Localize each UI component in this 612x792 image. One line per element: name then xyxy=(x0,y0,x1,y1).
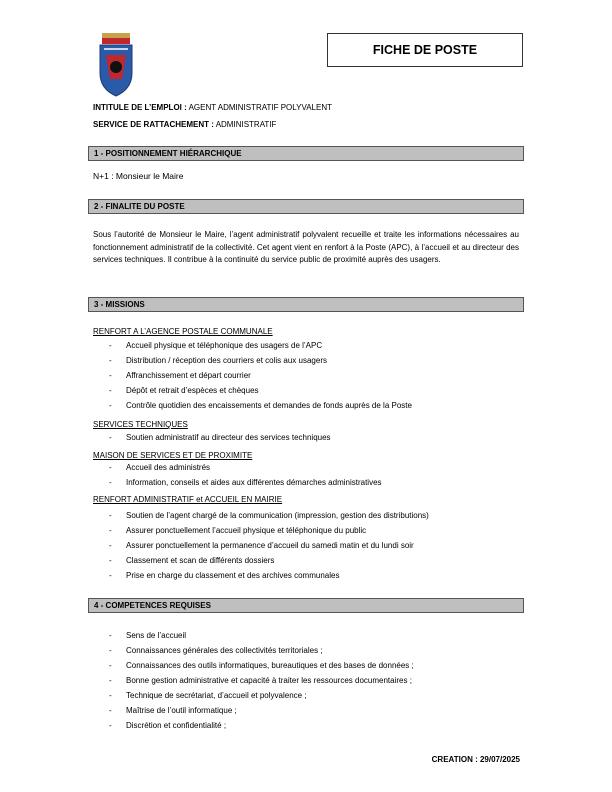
list-item: - Accueil physique et téléphonique des usagers de l’APC xyxy=(93,338,412,353)
bullet-dash: - xyxy=(109,478,112,487)
bullet-dash: - xyxy=(109,571,112,580)
list-item: - Maîtrise de l’outil informatique ; xyxy=(93,703,414,718)
bullet-dash: - xyxy=(109,371,112,380)
bullet-dash: - xyxy=(109,541,112,550)
skills-list xyxy=(93,628,414,733)
job-title-line xyxy=(93,103,332,112)
bullet-dash: - xyxy=(109,661,112,670)
bullet-dash: - xyxy=(109,401,112,410)
bullet-dash: - xyxy=(109,386,112,395)
document-title-box xyxy=(327,33,523,67)
bullet-dash: - xyxy=(109,463,112,472)
bullet-dash: - xyxy=(109,511,112,520)
creation-date: CREATION : 29/07/2025 xyxy=(431,755,520,764)
hierarchy-text: N+1 : Monsieur le Maire xyxy=(93,171,184,181)
missions-list-postal xyxy=(93,338,412,413)
list-item: - Sens de l’accueil xyxy=(93,628,414,643)
list-item: - Prise en charge du classement et des archives communales xyxy=(93,568,429,583)
department-label: SERVICE DE RATTACHEMENT : xyxy=(93,120,214,129)
list-item: - Contrôle quotidien des encaissements et demandes de fonds auprès de la Poste xyxy=(93,398,412,413)
bullet-dash: - xyxy=(109,526,112,535)
list-item: - Affranchissement et départ courrier xyxy=(93,368,412,383)
job-title-label: INTITULE DE L’EMPLOI : xyxy=(93,103,187,112)
missions-group-title-admin: RENFORT ADMINISTRATIF et ACCUEIL EN MAIRIE xyxy=(93,495,283,504)
list-item: - Connaissances générales des collectivités territoriales ; xyxy=(93,643,414,658)
list-item: - Accueil des administrés xyxy=(93,460,382,475)
section-header-hierarchy: 1 - POSITIONNEMENT HIÉRARCHIQUE xyxy=(88,146,524,161)
section-header-missions: 3 - MISSIONS xyxy=(88,297,524,312)
list-item: - Assurer ponctuellement la permanence d’accueil du samedi matin et du lundi soir xyxy=(93,538,429,553)
missions-group-title-postal: RENFORT A L’AGENCE POSTALE COMMUNALE xyxy=(93,327,273,336)
list-item: - Dépôt et retrait d’espèces et chèques xyxy=(93,383,412,398)
list-item: - Soutien administratif au directeur des services techniques xyxy=(93,430,331,445)
bullet-dash: - xyxy=(109,356,112,365)
missions-group-title-technical: SERVICES TECHNIQUES xyxy=(93,420,188,429)
list-item: - Assurer ponctuellement l’accueil physique et téléphonique du public xyxy=(93,523,429,538)
department-line xyxy=(93,120,276,129)
missions-list-proximity xyxy=(93,460,382,490)
bullet-dash: - xyxy=(109,676,112,685)
missions-group-title-proximity: MAISON DE SERVICES ET DE PROXIMITE xyxy=(93,451,253,460)
list-item: - Bonne gestion administrative et capacité à traiter les ressources documentaires ; xyxy=(93,673,414,688)
document-title: FICHE DE POSTE xyxy=(372,43,478,57)
list-item: - Classement et scan de différents dossiers xyxy=(93,553,429,568)
section-header-purpose: 2 - FINALITE DU POSTE xyxy=(88,199,524,214)
list-item: - Distribution / réception des courriers et colis aux usagers xyxy=(93,353,412,368)
municipal-crest-logo xyxy=(96,33,136,97)
bullet-dash: - xyxy=(109,706,112,715)
bullet-dash: - xyxy=(109,646,112,655)
bullet-dash: - xyxy=(109,433,112,442)
list-item: - Discrétion et confidentialité ; xyxy=(93,718,414,733)
job-title-value: AGENT ADMINISTRATIF POLYVALENT xyxy=(186,103,332,112)
list-item: - Information, conseils et aides aux différentes démarches administratives xyxy=(93,475,382,490)
bullet-dash: - xyxy=(109,341,112,350)
list-item: - Technique de secrétariat, d’accueil et polyvalence ; xyxy=(93,688,414,703)
bullet-dash: - xyxy=(109,631,112,640)
department-value: ADMINISTRATIF xyxy=(213,120,277,129)
missions-list-technical xyxy=(93,430,331,445)
bullet-dash: - xyxy=(109,691,112,700)
purpose-paragraph: Sous l’autorité de Monsieur le Maire, l’agent administratif polyvalent recueille et traite les informations nécessaires au fonctionnement administratif de la collectivité. Cet agent vient en renfort à la Poste (APC), à l’accueil et au directeur des services techniques. Il contribue à la continuité du service public de proximité auprès des usagers. xyxy=(93,230,519,264)
list-item: - Soutien de l’agent chargé de la communication (impression, gestion des distributions) xyxy=(93,508,429,523)
list-item: - Connaissances des outils informatiques, bureautiques et des bases de données ; xyxy=(93,658,414,673)
bullet-dash: - xyxy=(109,721,112,730)
bullet-dash: - xyxy=(109,556,112,565)
section-header-skills: 4 - COMPETENCES REQUISES xyxy=(88,598,524,613)
missions-list-admin xyxy=(93,508,429,583)
